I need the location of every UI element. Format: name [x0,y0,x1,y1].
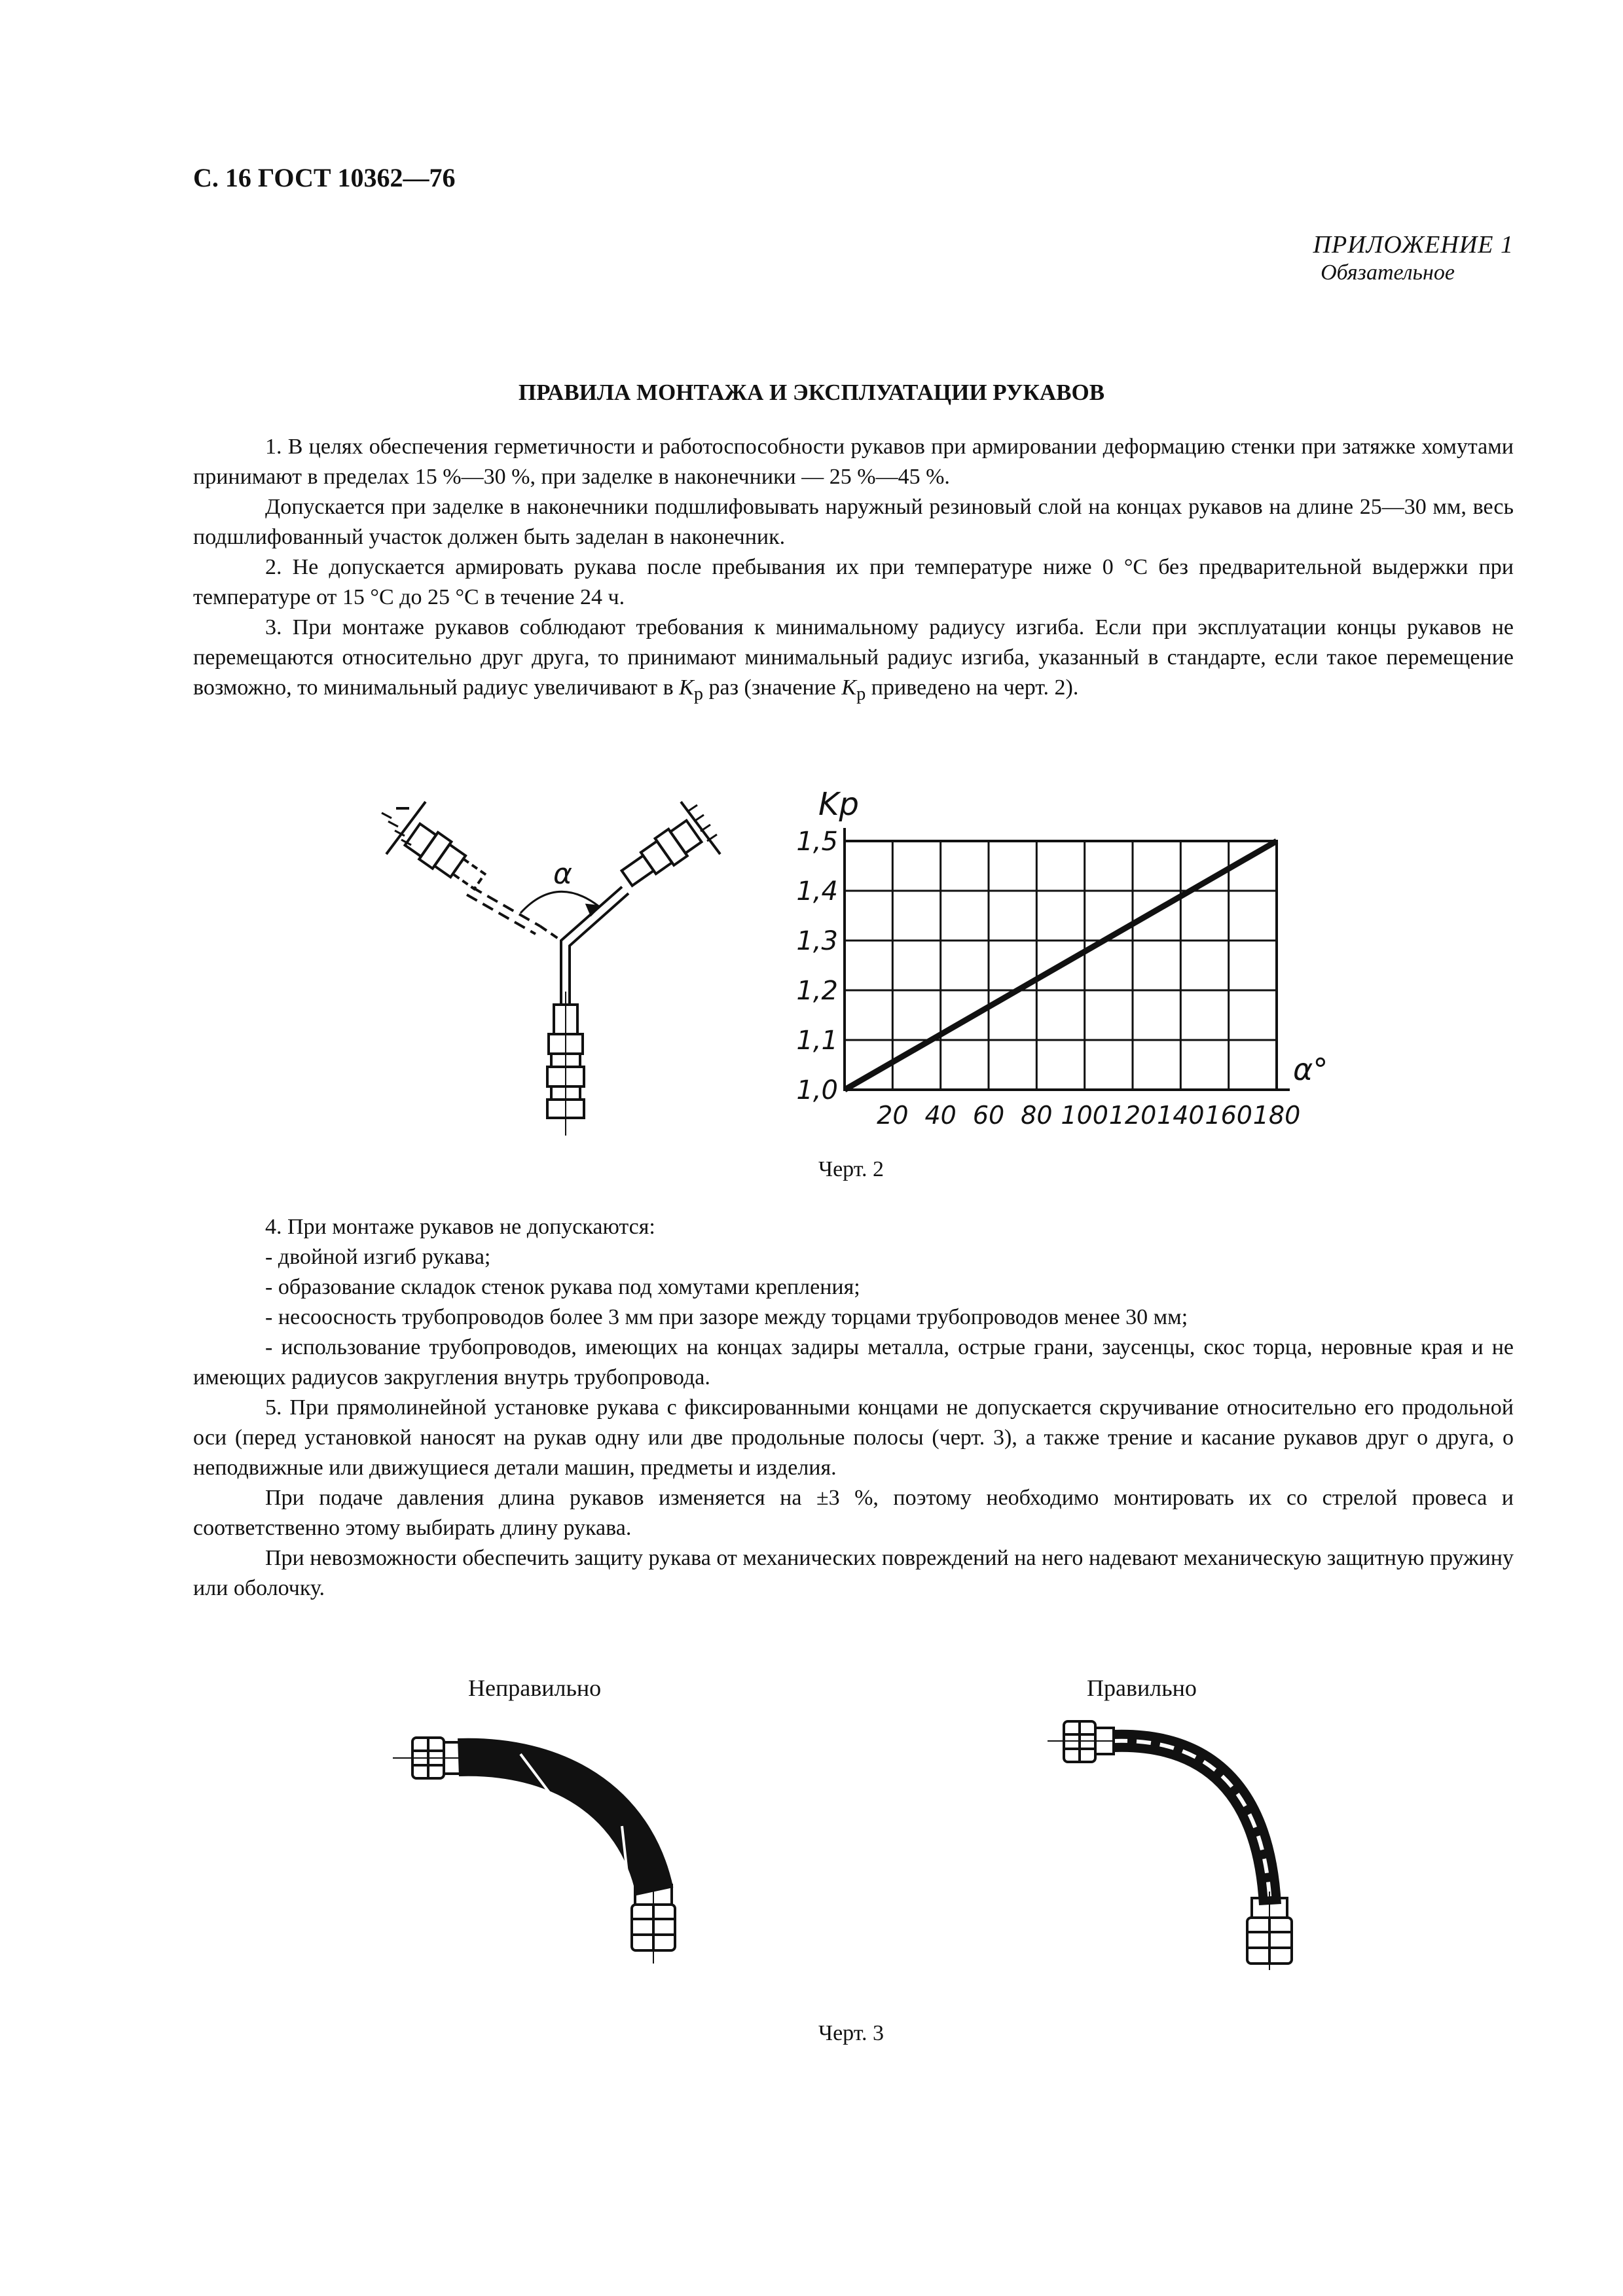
x-tick-label: 140 [1157,1101,1205,1130]
paragraph-1b: Допускается при заделке в наконечники подшлифовывать наружный резиновый слой на концах рукавов на длине 25—30 мм, весь подшлифованный участок должен быть заделан в наконечник. [193,495,1514,549]
y-tick-label: 1,3 [796,926,838,956]
appendix-title: ПРИЛОЖЕНИЕ 1 [1313,231,1514,259]
y-tick-label: 1,4 [796,876,838,906]
y-tick-label: 1,1 [796,1026,838,1056]
alpha-label: α [553,857,573,891]
kp-alpha-chart [779,782,1342,1136]
y-tick-label: 1,2 [796,976,838,1006]
figure3-caption: Черт. 3 [818,2021,884,2045]
paragraph-3: 3. При монтаже рукавов соблюдают требования к минимальному радиусу изгиба. Если при эксплуатации концы рукавов не перемещаются относительно друг друга, то принимают минимальный радиус изгиба, указанный в стандарте, если такое перемещение возможно, то минимальный радиус увеличивают в $K_р$ раз (значение $K_р$ приведено на черт. 2). [193,615,1514,704]
x-tick-label: 120 [1108,1101,1157,1130]
x-tick-label: 180 [1252,1101,1301,1130]
y-tick-label: 1,5 [796,827,838,857]
x-tick-label: 100 [1061,1101,1108,1130]
paragraph-5b: При подаче давления длина рукавов изменяется на ±3 %, поэтому необходимо монтировать их со стрелой провеса и соответственно этому выбирать длину рукава. [193,1486,1514,1540]
paragraph-1: 1. В целях обеспечения герметичности и работоспособности рукавов при армировании деформацию стенки при затяжке хомутами принимают в пределах 15 %—30 %, при заделке в наконечники — 25 %—45 %. [193,435,1514,489]
paragraph-5c: При невозможности обеспечить защиту рукава от механических повреждений на него надевают механическую защитную пружину или оболочку. [193,1546,1514,1600]
list-item: - двойной изгиб рукава; [265,1245,491,1269]
paragraph-2: 2. Не допускается армировать рукава после пребывания их при температуре ниже 0 °С без предварительной выдержки при температуре от 15 °С до 25 °С в течение 24 ч. [193,555,1514,609]
paragraph-4: 4. При монтаже рукавов не допускаются: [265,1215,655,1239]
list-item: - использование трубопроводов, имеющих на концах задиры металла, острые грани, заусенцы, скос торца, неровные края и не имеющих радиусов закругления внутрь трубопровода. [193,1335,1514,1390]
list-item: - несоосность трубопроводов более 3 мм при зазоре между торцами трубопроводов менее 30 мм; [265,1305,1188,1329]
figure2-caption: Черт. 2 [818,1157,884,1181]
y-tick-label: 1,0 [796,1075,838,1105]
appendix-block [1313,230,1514,285]
paragraph-5: 5. При прямолинейной установке рукава с фиксированными концами не допускается скручивание относительно его продольной оси (перед установкой наносят на рукав одну или две продольные полосы (черт. 3), а также трение и касание рукавов друг о друга, о неподвижные или движущиеся детали машин, предметы и изделия. [193,1395,1514,1480]
series-line [845,841,1277,1090]
text-block-top [193,432,1514,709]
hose-angle-diagram [373,795,740,1136]
section-title: ПРАВИЛА МОНТАЖА И ЭКСПЛУАТАЦИИ РУКАВОВ [518,380,1105,405]
appendix-subtitle: Обязательное [1321,260,1455,285]
x-tick-label: 160 [1205,1101,1252,1130]
hose-right-diagram [1041,1708,1342,1970]
wrong-label: Неправильно [468,1675,602,1701]
x-tick-label: 40 [924,1101,957,1130]
list-item: - образование складок стенок рукава под хомутами крепления; [265,1275,860,1299]
x-tick-label: 60 [972,1101,1005,1130]
x-tick-label: 80 [1021,1101,1053,1130]
page-header: С. 16 ГОСТ 10362—76 [193,163,456,192]
x-axis-label: α° [1293,1052,1328,1087]
hose-wrong-diagram [386,1728,701,1964]
text-block-bottom [193,1212,1514,1604]
right-label: Правильно [1087,1675,1197,1701]
y-axis-label: Kр [818,786,859,823]
x-tick-label: 20 [877,1101,909,1130]
